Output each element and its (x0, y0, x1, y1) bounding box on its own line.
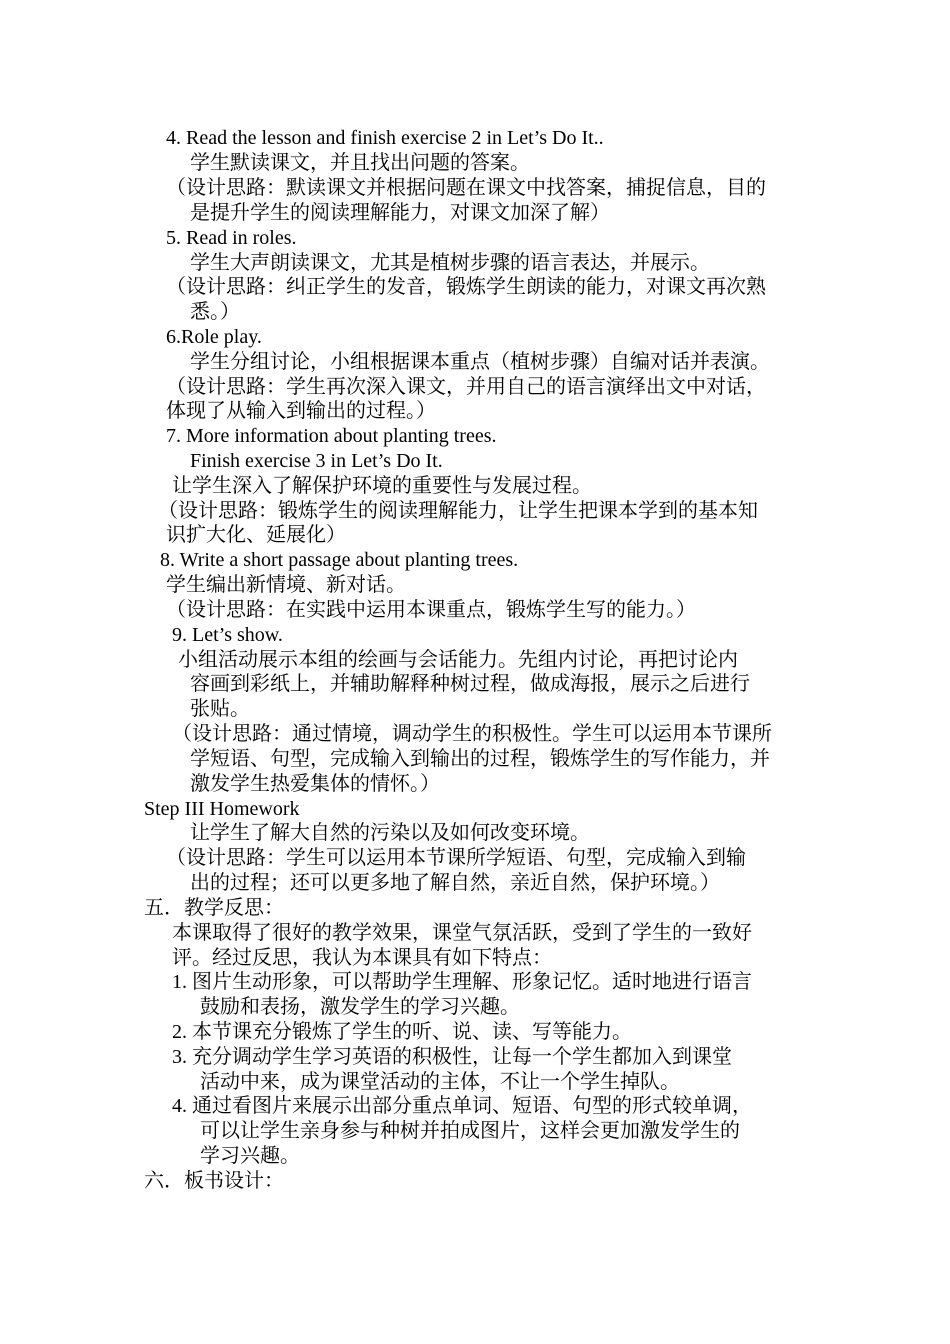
step-8-activity: 学生编出新情境、新对话。 (166, 574, 406, 596)
step-8-design-note: （设计思路：在实践中运用本课重点，锻炼学生写的能力。） (166, 599, 696, 621)
section-5-heading: 五．教学反思： (144, 897, 284, 919)
reflection-point-4-line-3: 学习兴趣。 (200, 1145, 300, 1167)
step-5-activity: 学生大声朗读课文，尤其是植树步骤的语言表达，并展示。 (190, 252, 710, 274)
step-7-activity: 让学生深入了解保护环境的重要性与发展过程。 (172, 475, 592, 497)
reflection-point-1-line-2: 鼓励和表扬，激发学生的学习兴趣。 (200, 996, 520, 1018)
step-7-heading: 7. More information about planting trees. (166, 425, 497, 447)
step-9-heading: 9. Let’s show. (172, 624, 283, 646)
step-9-activity-line-3: 张贴。 (190, 698, 250, 720)
step-5-heading: 5. Read in roles. (166, 227, 297, 249)
reflection-point-3-line-1: 3. 充分调动学生学习英语的积极性，让每一个学生都加入到课堂 (172, 1046, 732, 1068)
step-7-design-note-line-2: 识扩大化、延展化） (166, 524, 346, 546)
step-9-design-note-line-2: 学短语、句型，完成输入到输出的过程，锻炼学生的写作能力，并 (190, 748, 770, 770)
step-4-design-note-line-2: 是提升学生的阅读理解能力，对课文加深了解） (190, 202, 610, 224)
step-7-design-note-line-1: （设计思路：锻炼学生的阅读理解能力，让学生把课本学到的基本知 (158, 500, 758, 522)
step-7-exercise: Finish exercise 3 in Let’s Do It. (190, 450, 443, 472)
reflection-point-2: 2. 本节课充分锻炼了学生的听、说、读、写等能力。 (172, 1021, 632, 1043)
step-4-heading: 4. Read the lesson and finish exercise 2 in Let’s Do It.. (166, 127, 604, 149)
reflection-point-3-line-2: 活动中来，成为课堂活动的主体，不让一个学生掉队。 (200, 1071, 680, 1093)
reflection-intro-line-1: 本课取得了很好的教学效果，课堂气氛活跃，受到了学生的一致好 (172, 922, 752, 944)
reflection-point-4-line-2: 可以让学生亲身参与种树并拍成图片，这样会更加激发学生的 (200, 1120, 740, 1142)
reflection-intro-line-2: 评。经过反思，我认为本课具有如下特点： (172, 947, 552, 969)
step-5-design-note-line-2: 悉。） (190, 301, 240, 323)
step-9-design-note-line-1: （设计思路：通过情境，调动学生的积极性。学生可以运用本节课所 (172, 723, 772, 745)
homework-design-note-line-2: 出的过程；还可以更多地了解自然，亲近自然，保护环境。） (190, 872, 720, 894)
step-6-heading: 6.Role play. (166, 326, 262, 348)
step-9-activity-line-2: 容画到彩纸上，并辅助解释种树过程，做成海报，展示之后进行 (190, 673, 750, 695)
step-8-heading: 8. Write a short passage about planting trees. (160, 549, 519, 571)
homework-heading: Step III Homework (144, 798, 300, 820)
step-5-design-note-line-1: （设计思路：纠正学生的发音，锻炼学生朗读的能力，对课文再次熟 (166, 276, 766, 298)
step-9-activity-line-1: 小组活动展示本组的绘画与会话能力。先组内讨论，再把讨论内 (178, 649, 738, 671)
reflection-point-4-line-1: 4. 通过看图片来展示出部分重点单词、短语、句型的形式较单调， (172, 1095, 752, 1117)
step-6-design-note-line-2: 体现了从输入到输出的过程。） (166, 400, 436, 422)
step-4-activity: 学生默读课文，并且找出问题的答案。 (190, 152, 530, 174)
step-6-design-note-line-1: （设计思路：学生再次深入课文，并用自己的语言演绎出文中对话， (166, 376, 766, 398)
homework-design-note-line-1: （设计思路：学生可以运用本节课所学短语、句型，完成输入到输 (166, 847, 746, 869)
step-9-design-note-line-3: 激发学生热爱集体的情怀。） (190, 773, 440, 795)
reflection-point-1-line-1: 1. 图片生动形象，可以帮助学生理解、形象记忆。适时地进行语言 (172, 971, 752, 993)
step-6-activity: 学生分组讨论，小组根据课本重点（植树步骤）自编对话并表演。 (190, 351, 770, 373)
section-6-heading: 六．板书设计： (144, 1170, 284, 1192)
homework-activity: 让学生了解大自然的污染以及如何改变环境。 (190, 822, 590, 844)
step-4-design-note-line-1: （设计思路：默读课文并根据问题在课文中找答案，捕捉信息，目的 (166, 177, 766, 199)
